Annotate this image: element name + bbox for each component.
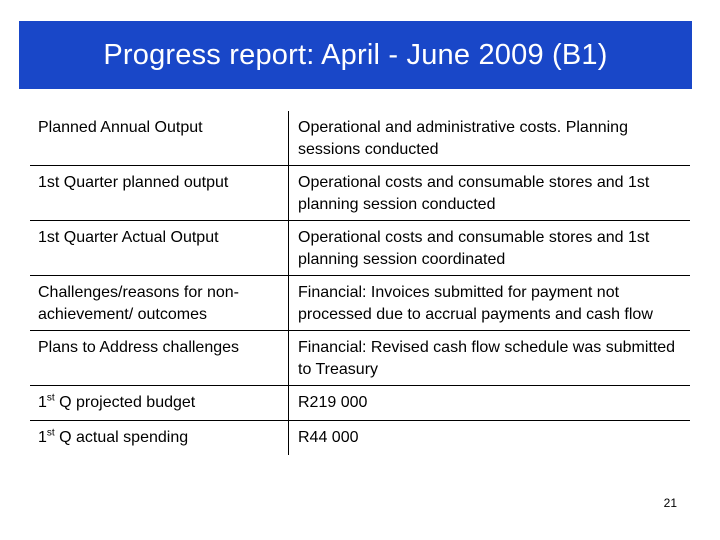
row-label (30, 386, 288, 420)
page-title: Progress report: April - June 2009 (B1) (103, 38, 608, 71)
label-ordinal: st (46, 392, 55, 404)
row-label: Planned Annual Output (38, 119, 203, 136)
report-table (30, 111, 690, 455)
row-value: Financial: Invoices submitted for payment not processed due to accrual payments and cash flow (288, 276, 690, 330)
row-value: R219 000 (288, 386, 690, 420)
label-number: 1 (38, 429, 47, 446)
row-label: Challenges/reasons for non-achievement/ outcomes (38, 284, 240, 323)
table-row (30, 111, 690, 166)
row-value: R44 000 (288, 421, 690, 455)
table-row (30, 276, 690, 331)
row-label: 1st Quarter Actual Output (38, 229, 219, 246)
row-value: Operational costs and consumable stores and 1st planning session coordinated (288, 221, 690, 275)
table-row (30, 386, 690, 421)
table-row (30, 221, 690, 276)
page-number: 21 (663, 496, 677, 510)
label-text: Q projected budget (54, 394, 196, 411)
label-ordinal: st (46, 427, 55, 439)
title-bar (19, 21, 692, 89)
row-label: Plans to Address challenges (38, 339, 240, 356)
row-label (30, 421, 288, 455)
row-value: Operational costs and consumable stores and 1st planning session conducted (288, 166, 690, 220)
row-value: Financial: Revised cash flow schedule was submitted to Treasury (288, 331, 690, 385)
table-row (30, 331, 690, 386)
label-text: Q actual spending (54, 429, 189, 446)
table-row (30, 166, 690, 221)
row-label: 1st Quarter planned output (38, 174, 229, 191)
row-value: Operational and administrative costs. Planning sessions conducted (288, 111, 690, 165)
table-row (30, 421, 690, 455)
label-number: 1 (38, 394, 47, 411)
